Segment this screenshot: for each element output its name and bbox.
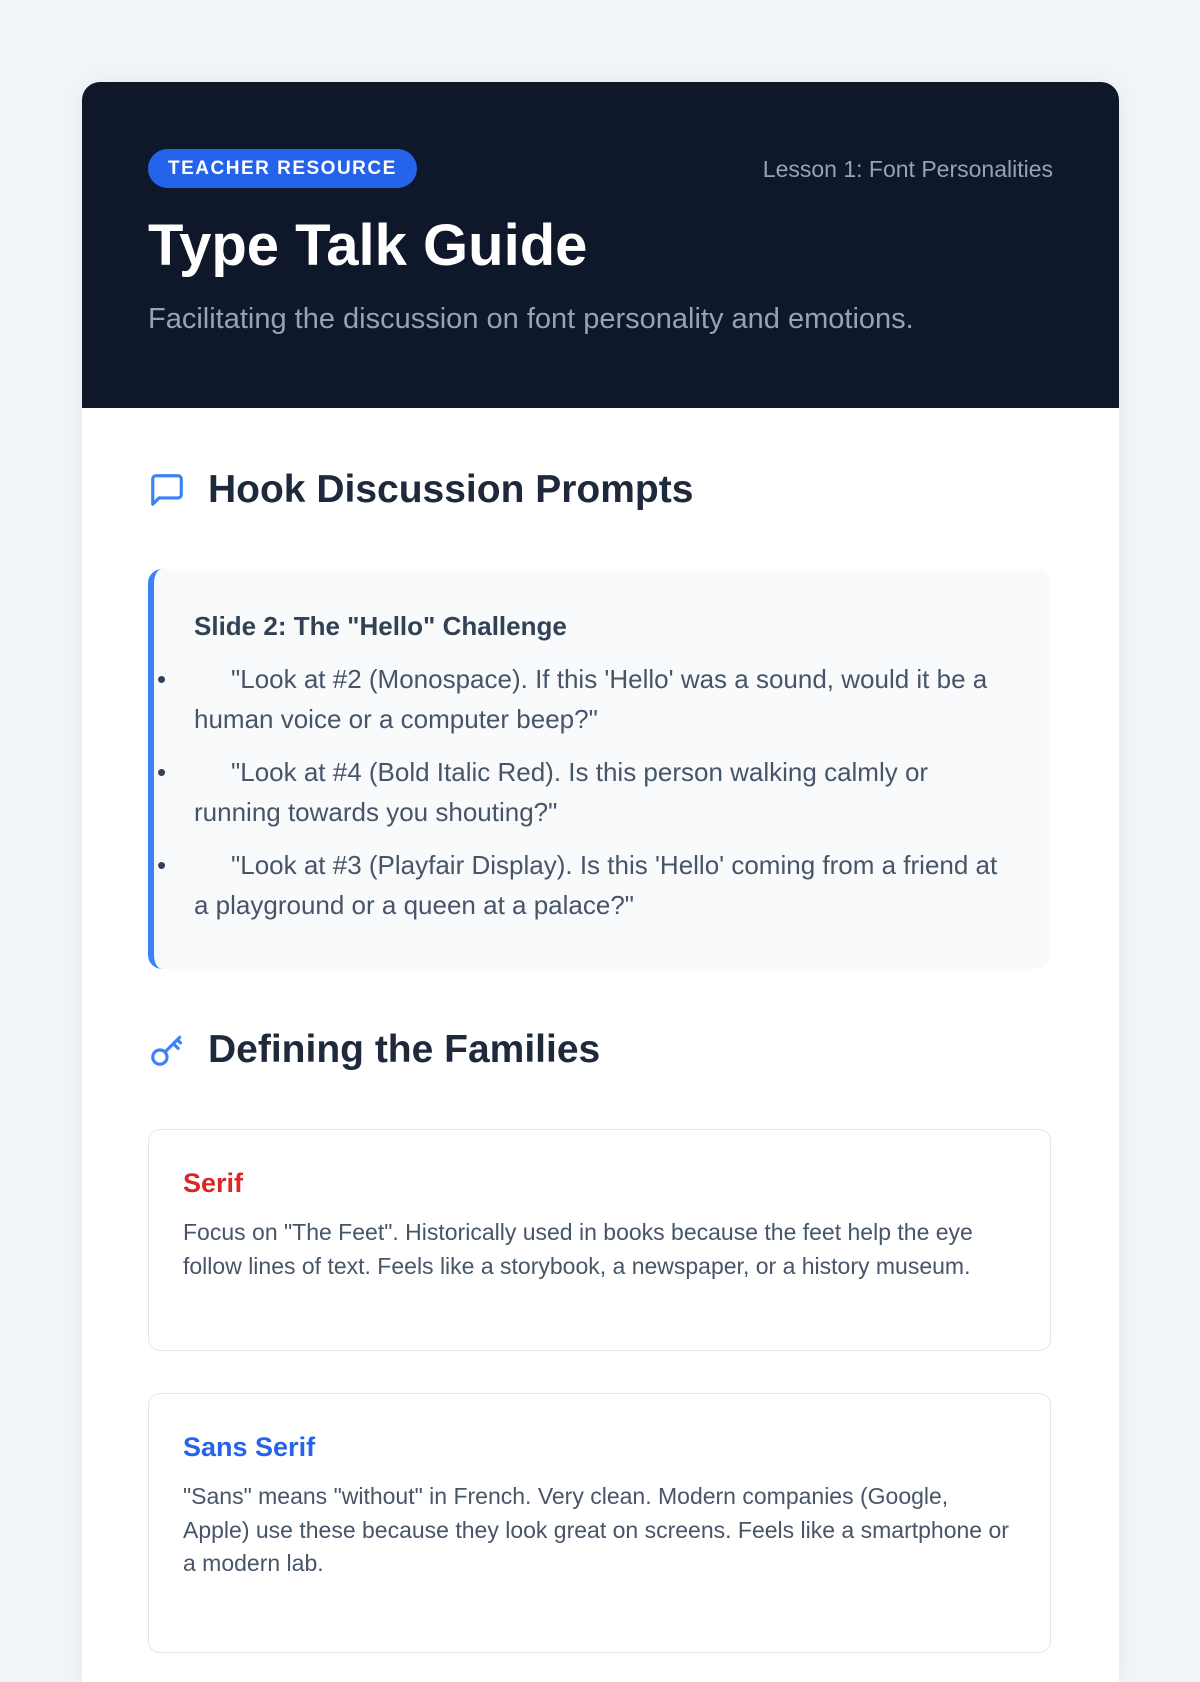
- prompt-box: [148, 569, 1051, 969]
- family-name: Sans Serif: [183, 1432, 316, 1462]
- guide-card: [82, 82, 1119, 1682]
- message-square-icon: [148, 471, 186, 509]
- page-subtitle: Facilitating the discussion on font personality and emotions.: [148, 303, 914, 335]
- section-title: Hook Discussion Prompts: [208, 468, 694, 511]
- prompt-text: "Look at #4 (Bold Italic Red). Is this person walking calmly or running towards you shouting?": [194, 757, 929, 827]
- bullet-icon: •: [157, 664, 167, 694]
- list-item: [157, 659, 1011, 739]
- family-description: Focus on "The Feet". Historically used in books because the feet help the eye follow lines of text. Feels like a storybook, a newspaper, or a history museum.: [183, 1219, 973, 1279]
- family-card-sans-serif: [148, 1393, 1051, 1653]
- prompts-section-heading: [148, 465, 693, 515]
- section-title: Defining the Families: [208, 1028, 601, 1071]
- guide-header: [82, 82, 1119, 408]
- prompt-text: "Look at #2 (Monospace). If this 'Hello' was a sound, would it be a human voice or a computer beep?": [194, 664, 988, 734]
- page-title: Type Talk Guide: [148, 213, 588, 278]
- prompt-list: [157, 659, 1011, 925]
- prompt-text: "Look at #3 (Playfair Display). Is this 'Hello' coming from a friend at a playground or a queen at a palace?": [194, 850, 998, 920]
- list-item: [157, 845, 1011, 925]
- key-icon: [148, 1031, 186, 1069]
- family-name: Serif: [183, 1168, 244, 1198]
- resource-badge: TEACHER RESOURCE: [148, 149, 417, 188]
- bullet-icon: •: [157, 850, 167, 880]
- slide-title: Slide 2: The "Hello" Challenge: [194, 611, 567, 641]
- family-description: "Sans" means "without" in French. Very clean. Modern companies (Google, Apple) use these because they look great on screens. Feels like a smartphone or a modern lab.: [183, 1483, 1009, 1576]
- list-item: [157, 752, 1011, 832]
- family-card-serif: [148, 1129, 1051, 1351]
- families-section-heading: [148, 1025, 600, 1075]
- bullet-icon: •: [157, 757, 167, 787]
- lesson-label: Lesson 1: Font Personalities: [762, 156, 1053, 182]
